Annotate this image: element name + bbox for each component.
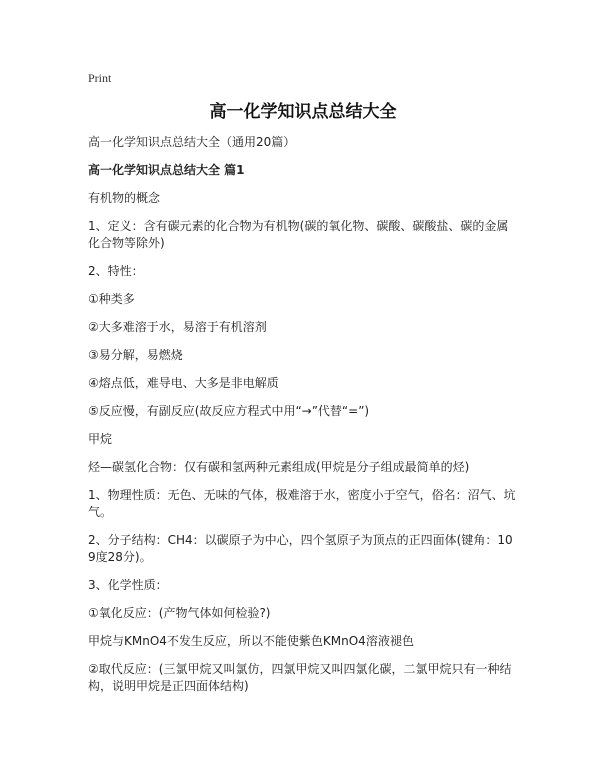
paragraph: 烃—碳氢化合物：仅有碳和氢两种元素组成(甲烷是分子组成最简单的烃) xyxy=(88,460,470,474)
document-page xyxy=(88,70,518,706)
paragraph: 2、分子结构：CH4：以碳原子为中心，四个氢原子为顶点的正四面体(键角：109度28分)。 xyxy=(88,533,513,564)
paragraph: ①种类多 xyxy=(88,292,135,306)
paragraph: 甲烷 xyxy=(88,432,113,446)
paragraph: ③易分解，易燃烧 xyxy=(88,348,183,362)
paragraph: ⑤反应慢，有副反应(故反应方程式中用“→”代替“=”) xyxy=(88,404,370,418)
paragraph: 有机物的概念 xyxy=(88,191,161,205)
paragraph: ②大多难溶于水，易溶于有机溶剂 xyxy=(88,320,267,334)
paragraph: 1、物理性质：无色、无味的气体，极难溶于水，密度小于空气，俗名：沼气、坑气。 xyxy=(88,488,516,519)
section-heading: 高一化学知识点总结大全 篇1 xyxy=(88,163,245,177)
print-link[interactable]: Print xyxy=(88,71,112,85)
paragraph: ④熔点低，难导电、大多是非电解质 xyxy=(88,376,279,390)
paragraph: 2、特性： xyxy=(88,264,144,278)
document-subtitle: 高一化学知识点总结大全（通用20篇） xyxy=(88,135,296,149)
paragraph: 1、定义：含有碳元素的化合物为有机物(碳的氧化物、碳酸、碳酸盐、碳的金属化合物等除外) xyxy=(88,219,509,250)
paragraph: 3、化学性质： xyxy=(88,578,168,592)
paragraph: 甲烷与KMnO4不发生反应，所以不能使紫色KMnO4溶液褪色 xyxy=(88,634,414,648)
paragraph: ②取代反应：(三氯甲烷又叫氯仿，四氯甲烷又叫四氯化碳，二氯甲烷只有一种结构，说明甲烷是正四面体结构) xyxy=(88,662,512,693)
document-title: 高一化学知识点总结大全 xyxy=(209,102,397,122)
paragraph: ①氧化反应：(产物气体如何检验?) xyxy=(88,606,271,620)
